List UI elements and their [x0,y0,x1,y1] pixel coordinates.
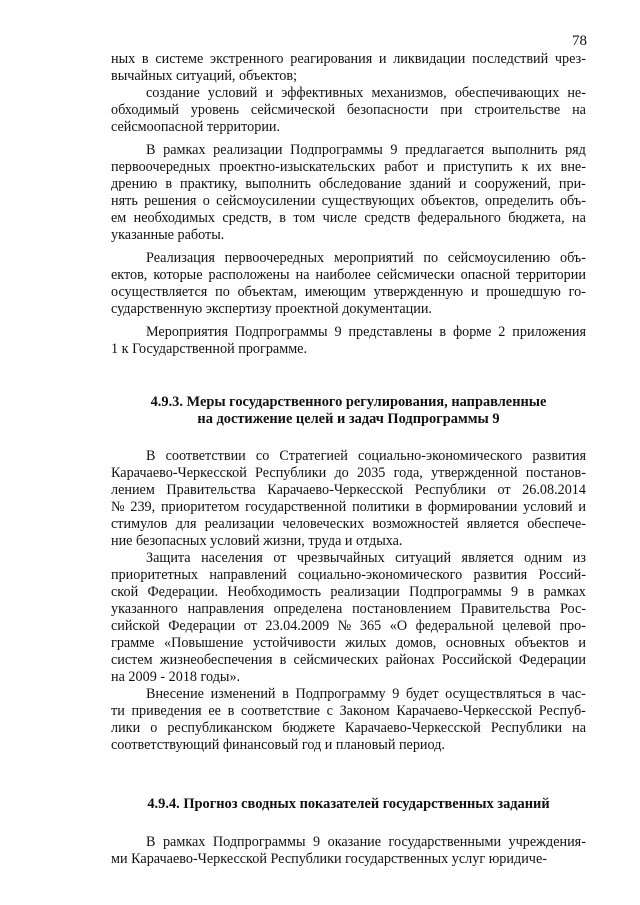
text-line: № 239, приоритетом государственной политики в формировании условий и [111,499,586,515]
text-line: первоочередных проектно-изыскательских работ и приступить к их вне- [111,159,586,175]
paragraph-9 [111,834,586,868]
text-line: В рамках реализации Подпрограммы 9 предлагается выполнить ряд [146,142,586,158]
paragraph-1 [111,51,586,85]
text-line: обходимый уровень сейсмической безопасности при строительстве на [111,102,586,118]
heading-line: 4.9.4. Прогноз сводных показателей государственных заданий [147,796,550,812]
text-line: приоритетных направлений социально-экономического развития Россий- [111,567,586,583]
text-line: соответствующий финансовый год и плановый период. [111,737,445,753]
text-line: нять решения о сейсмоусилении существующих объектов, определить объ- [111,193,586,209]
heading-line: 4.9.3. Меры государственного регулирования, направленные [150,394,547,410]
text-line: сейсмоопасной территории. [111,119,281,135]
text-line: указанные работы. [111,227,225,243]
paragraph-4 [111,250,586,318]
section-heading-4-9-4 [111,796,586,813]
text-line: создание условий и эффективных механизмов, обеспечивающих не- [146,85,586,101]
paragraph-5 [111,324,586,358]
text-line: ми Карачаево-Черкесской Республики государственных услуг юридиче- [111,851,547,867]
text-line: ти приведения ее в соответствие с Законом Карачаево-Черкесской Респуб- [111,703,586,719]
text-line: ние безопасных условий жизни, труда и отдыха. [111,533,403,549]
document-body [111,51,586,868]
text-line: сударственную экспертизу проектной документации. [111,301,432,317]
paragraph-3 [111,142,586,244]
paragraph-8 [111,686,586,754]
paragraph-7 [111,550,586,686]
text-line: лением Правительства Карачаево-Черкесской Республики от 26.08.2014 [111,482,586,498]
text-line: грамме «Повышение устойчивости жилых домов, основных объектов и [111,635,586,651]
text-line: ской Федерации. Необходимость реализации Подпрограммы 9 в рамках [111,584,586,600]
text-line: дрению в практику, выполнить обследование зданий и сооружений, при- [111,176,586,192]
heading-line: на достижение целей и задач Подпрограммы 9 [197,411,500,427]
text-line: Внесение изменений в Подпрограмму 9 будет осуществляться в час- [146,686,586,702]
text-line: на 2009 - 2018 годы». [111,669,241,685]
text-line: Реализация первоочередных мероприятий по сейсмоусилению объ- [146,250,586,266]
text-line: стимулов для реализации человеческих возможностей является обеспече- [111,516,586,532]
text-line: лики о республиканском бюджете Карачаево-Черкесской Республики на [111,720,586,736]
text-line: Мероприятия Подпрограммы 9 представлены в форме 2 приложения [146,324,586,340]
text-line: систем жизнеобеспечения в сейсмических районах Российской Федерации [111,652,586,668]
page-number: 78 [572,33,587,49]
text-line: вычайных ситуаций, объектов; [111,68,298,84]
text-line: ектов, которые расположены на наиболее сейсмически опасной территории [111,267,586,283]
text-line: Защита населения от чрезвычайных ситуаций является одним из [146,550,586,566]
text-line: сийской Федерации от 23.04.2009 № 365 «О федеральной целевой про- [111,618,586,634]
text-line: указанного направления определена постановлением Правительства Рос- [111,601,586,617]
text-line: ных в системе экстренного реагирования и ликвидации последствий чрез- [111,51,586,67]
text-line: 1 к Государственной программе. [111,341,308,357]
section-heading-4-9-3 [111,394,586,428]
paragraph-2 [111,85,586,136]
text-line: В рамках Подпрограммы 9 оказание государственными учреждения- [146,834,586,850]
text-line: В соответствии со Стратегией социально-экономического развития [146,448,586,464]
text-line: Карачаево-Черкесской Республики до 2035 года, утвержденной постанов- [111,465,586,481]
text-line: осуществляется по объектам, имеющим утвержденную и прошедшую го- [111,284,586,300]
text-line: ем необходимых средств, в том числе средств федерального бюджета, на [111,210,586,226]
paragraph-6 [111,448,586,550]
